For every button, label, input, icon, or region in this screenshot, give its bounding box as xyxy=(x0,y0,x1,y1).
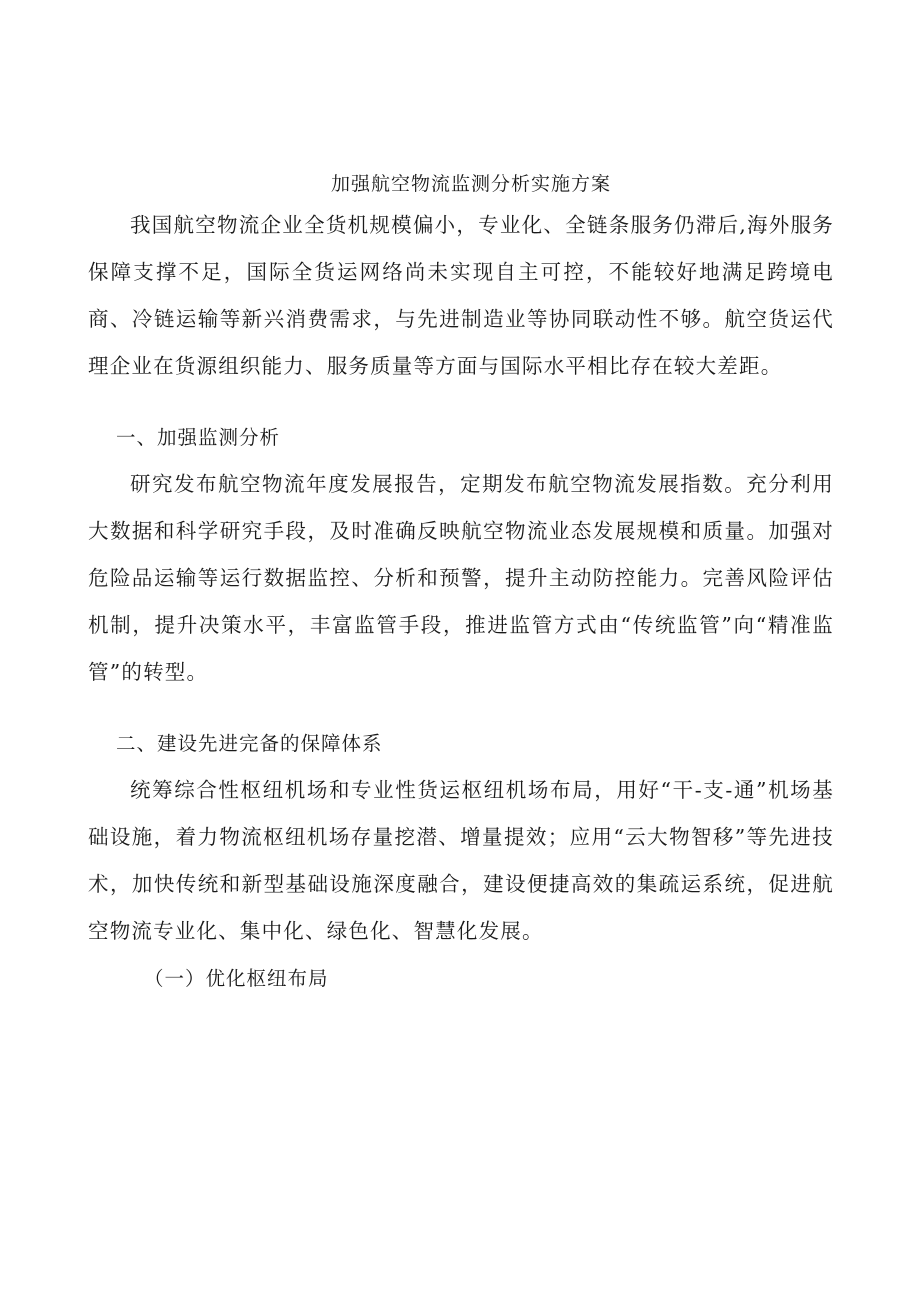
section-gap xyxy=(88,696,834,720)
section-gap xyxy=(88,390,834,414)
section-1-heading: 一、加强监测分析 xyxy=(116,426,281,449)
section-2-subheading: （一）优化枢纽布局 xyxy=(144,967,329,990)
document-page xyxy=(88,170,834,1002)
section-1-paragraph: 研究发布航空物流年度发展报告，定期发布航空物流发展指数。充分利用大数据和科学研究手段，及时准确反映航空物流业态发展规模和质量。加强对危险品运输等运行数据监控、分析和预警，提升主动防控能力。完善风险评估机制，提升决策水平，丰富监管手段，推进监管方式由“传统监管”向“精准监管”的转型。 xyxy=(88,472,834,684)
section-2-heading: 二、建设先进完备的保障体系 xyxy=(116,732,383,755)
section-2-paragraph: 统筹综合性枢纽机场和专业性货运枢纽机场布局，用好“干-支-通”机场基础设施，着力物流枢纽机场存量挖潜、增量提效；应用“云大物智移”等先进技术，加快传统和新型基础设施深度融合，建设便捷高效的集疏运系统，促进航空物流专业化、集中化、绿色化、智慧化发展。 xyxy=(88,778,834,943)
intro-paragraph: 我国航空物流企业全货机规模偏小，专业化、全链条服务仍滞后,海外服务保障支撑不足，国际全货运网络尚未实现自主可控，不能较好地满足跨境电商、冷链运输等新兴消费需求，与先进制造业等协同联动性不够。航空货运代理企业在货源组织能力、服务质量等方面与国际水平相比存在较大差距。 xyxy=(88,213,834,378)
document-title: 加强航空物流监测分析实施方案 xyxy=(330,173,611,195)
